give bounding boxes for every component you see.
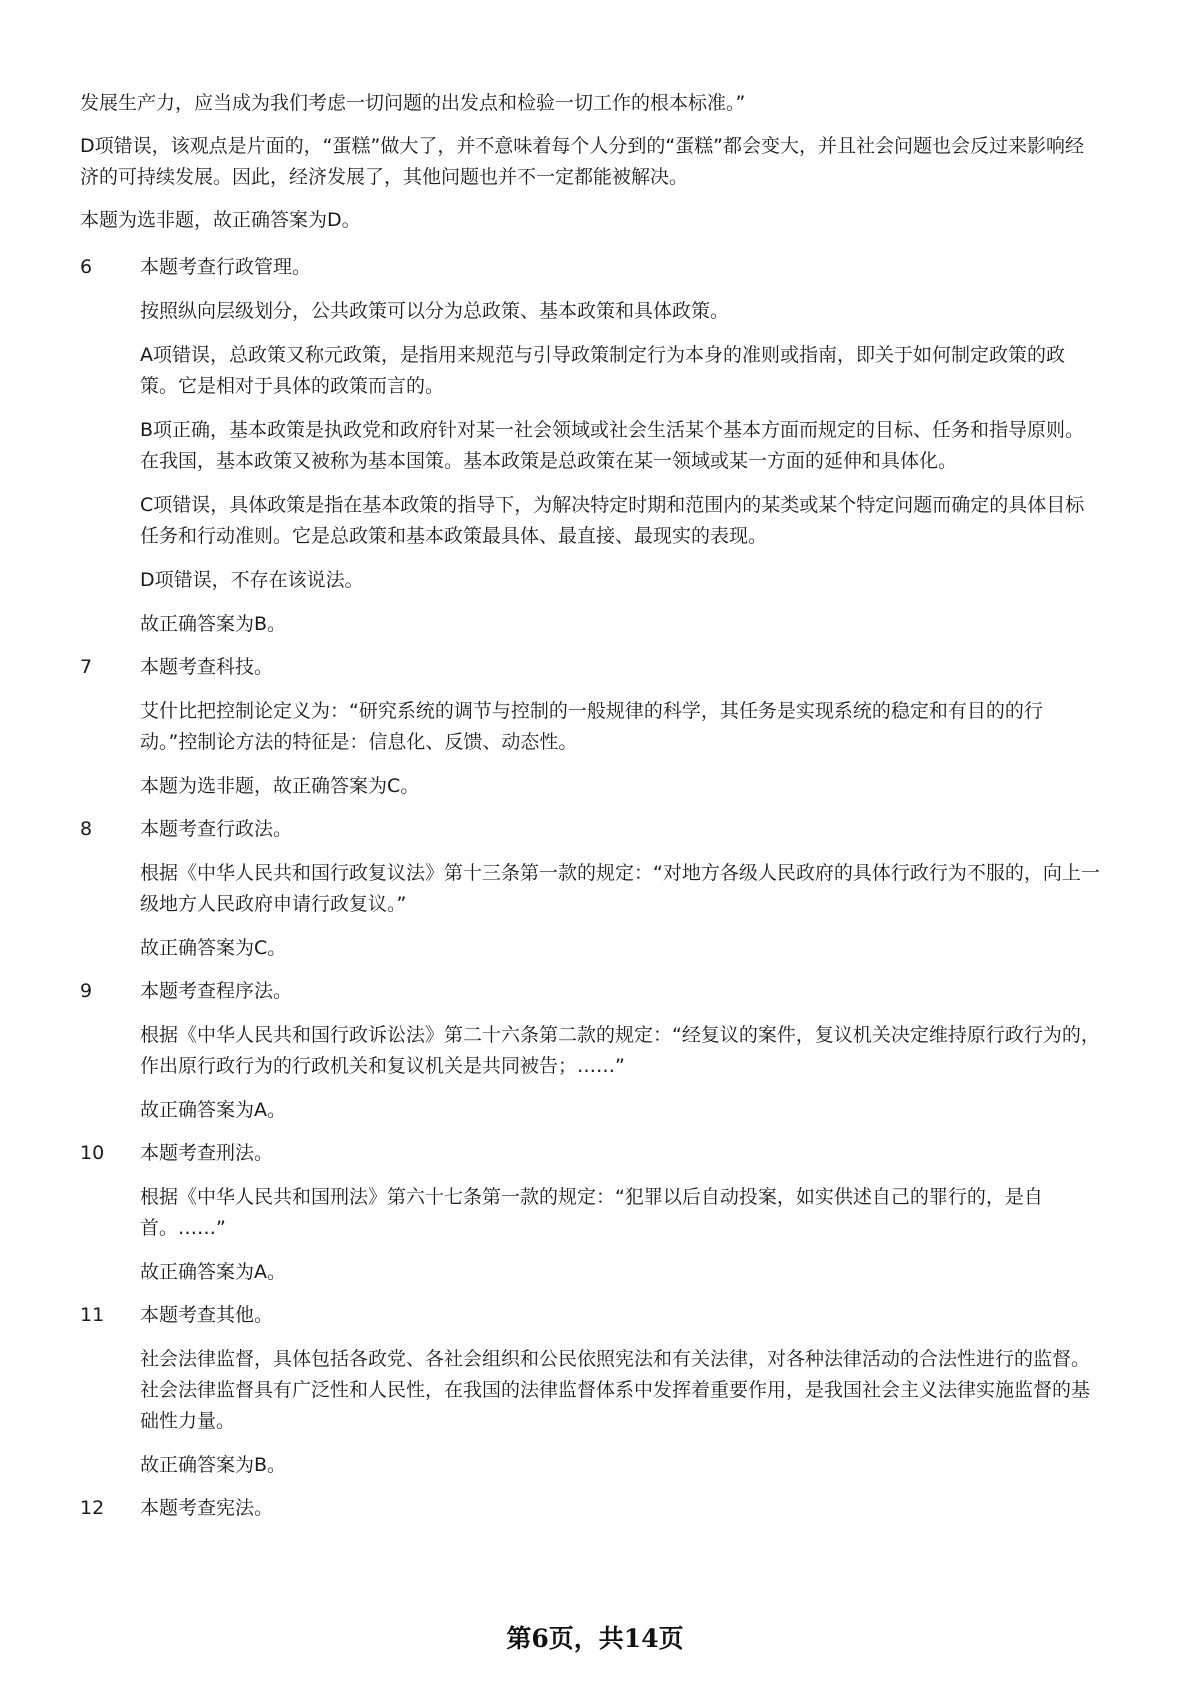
answer-paragraph: 故正确答案为C。 — [140, 937, 287, 959]
answer-paragraph: 根据《中华人民共和国刑法》第六十七条第一款的规定：“犯罪以后自动投案，如实供述自己的罪行的，是自首。……” — [140, 1186, 1043, 1239]
answer-paragraph: 本题为选非题，故正确答案为C。 — [140, 775, 420, 797]
answer-paragraph: 故正确答案为A。 — [140, 1099, 286, 1121]
question-number: 7 — [80, 656, 93, 678]
answer-paragraph: B项正确，基本政策是执政党和政府针对某一社会领域或社会生活某个基本方面而规定的目标、任务和指导原则。在我国，基本政策又被称为基本国策。基本政策是总政策在某一领域或某一方面的延伸和具体化。 — [140, 419, 1085, 472]
answer-item — [80, 814, 1100, 964]
answer-paragraph: 故正确答案为B。 — [140, 613, 287, 635]
answer-paragraph: 根据《中华人民共和国行政复议法》第十三条第一款的规定：“对地方各级人民政府的具体行政行为不服的，向上一级地方人民政府申请行政复议。” — [140, 862, 1100, 915]
intro-paragraph: D项错误，该观点是片面的，“蛋糕”做大了，并不意味着每个人分到的“蛋糕”都会变大，并且社会问题也会反过来影响经济的可持续发展。因此，经济发展了，其他问题也并不一定都能被解决。 — [80, 135, 1085, 188]
answer-paragraph: 艾什比把控制论定义为：“研究系统的调节与控制的一般规律的科学，其任务是实现系统的稳定和有目的的行动。”控制论方法的特征是：信息化、反馈、动态性。 — [140, 700, 1043, 753]
answer-item — [80, 976, 1100, 1126]
intro-section — [80, 88, 1100, 248]
answer-item — [80, 652, 1100, 802]
answer-paragraph: 社会法律监督，具体包括各政党、各社会组织和公民依照宪法和有关法律，对各种法律活动的合法性进行的监督。社会法律监督具有广泛性和人民性，在我国的法律监督体系中发挥着重要作用，是我国社会主义法律实施监督的基础性力量。 — [140, 1348, 1091, 1432]
intro-paragraph: 本题为选非题，故正确答案为D。 — [80, 209, 361, 231]
answer-body — [140, 252, 1100, 640]
question-number: 10 — [80, 1142, 105, 1164]
answer-paragraph: 本题考查其他。 — [140, 1304, 274, 1326]
answer-body — [140, 1300, 1100, 1481]
answer-paragraph: 故正确答案为A。 — [140, 1261, 286, 1283]
answer-list — [80, 252, 1100, 1536]
answer-paragraph: 本题考查行政法。 — [140, 818, 293, 840]
answer-body — [140, 1138, 1100, 1288]
answer-item — [80, 1493, 1100, 1524]
answer-item — [80, 1300, 1100, 1481]
answer-paragraph: 本题考查行政管理。 — [140, 256, 312, 278]
intro-paragraph: 发展生产力，应当成为我们考虑一切问题的出发点和检验一切工作的根本标准。” — [80, 92, 746, 114]
page-footer: 第6页，共14页 — [506, 1624, 684, 1653]
answer-paragraph: 本题考查科技。 — [140, 656, 274, 678]
answer-paragraph: 故正确答案为B。 — [140, 1454, 287, 1476]
answer-item — [80, 252, 1100, 640]
answer-body — [140, 814, 1100, 964]
answer-body — [140, 1493, 1100, 1524]
answer-paragraph: 本题考查宪法。 — [140, 1497, 274, 1519]
question-number: 9 — [80, 980, 93, 1002]
answer-paragraph: 本题考查程序法。 — [140, 980, 293, 1002]
answer-paragraph: D项错误，不存在该说法。 — [140, 569, 364, 591]
answer-paragraph: C项错误，具体政策是指在基本政策的指导下，为解决特定时期和范围内的某类或某个特定问题而确定的具体目标任务和行动准则。它是总政策和基本政策最具体、最直接、最现实的表现。 — [140, 494, 1085, 547]
question-number: 12 — [80, 1497, 105, 1519]
answer-paragraph: 按照纵向层级划分，公共政策可以分为总政策、基本政策和具体政策。 — [140, 300, 730, 322]
question-number: 11 — [80, 1304, 105, 1326]
answer-body — [140, 652, 1100, 802]
answer-paragraph: 本题考查刑法。 — [140, 1142, 274, 1164]
answer-item — [80, 1138, 1100, 1288]
question-number: 8 — [80, 818, 93, 840]
answer-body — [140, 976, 1100, 1126]
answer-paragraph: A项错误，总政策又称元政策，是指用来规范与引导政策制定行为本身的准则或指南，即关于如何制定政策的政策。它是相对于具体的政策而言的。 — [140, 344, 1066, 397]
answer-paragraph: 根据《中华人民共和国行政诉讼法》第二十六条第二款的规定：“经复议的案件，复议机关决定维持原行政行为的，作出原行政行为的行政机关和复议机关是共同被告；……” — [140, 1024, 1100, 1077]
question-number: 6 — [80, 256, 93, 278]
